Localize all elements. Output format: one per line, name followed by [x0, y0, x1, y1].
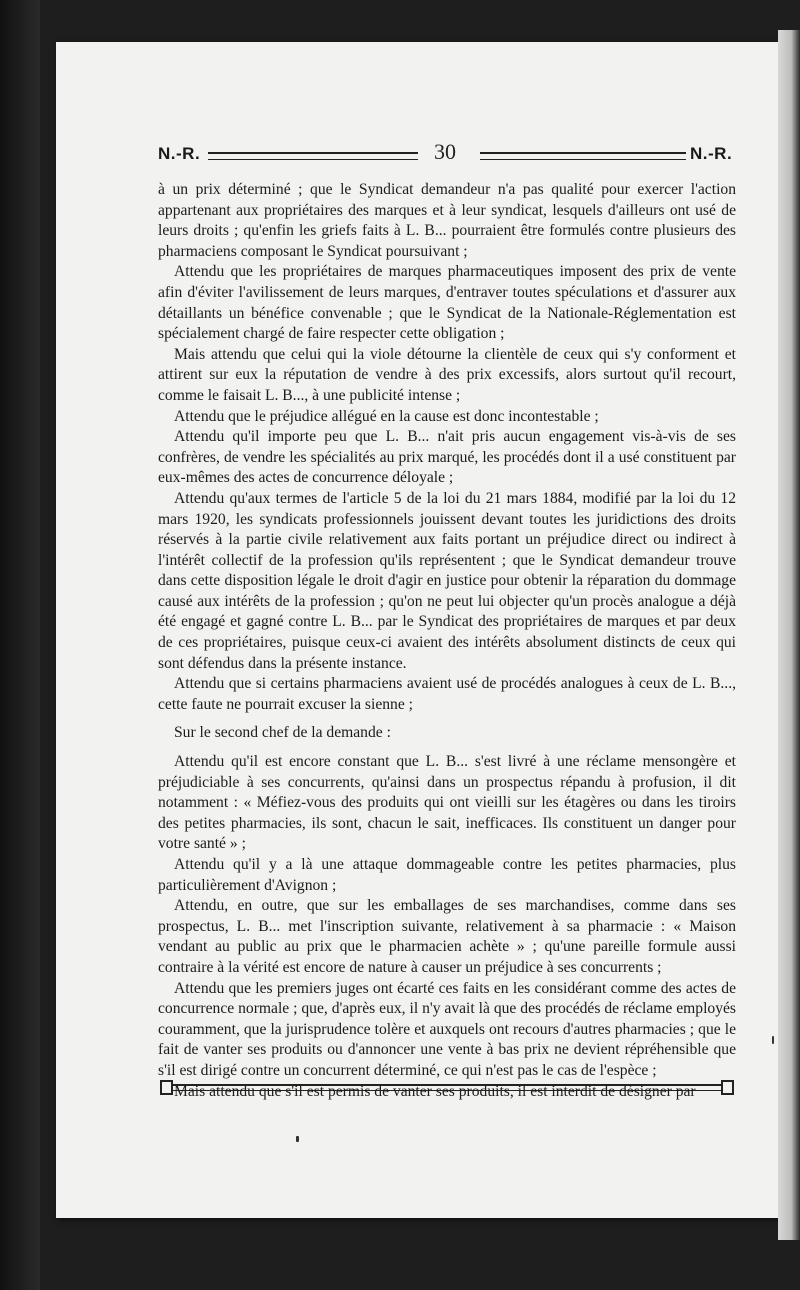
- paragraph: Attendu qu'il est encore constant que L. B... s'est livré à une réclame mensongère et préjudiciable à ses concurrents, qu'ainsi dans un prospectus répandu à profusion, il dit notamment : « Méfiez-vous des produits qui ont vieilli sur les étagères ou dans les tiroirs des petites pharmacies, ils sont, chacun le sait, inefficaces. Ils constituent un danger pour votre santé » ;: [158, 753, 736, 853]
- page-number: 30: [434, 139, 456, 164]
- paragraph: Attendu que les propriétaires de marques pharmaceutiques imposent des prix de vente afin d'éviter l'avilissement de leurs marques, d'entraver toutes spéculations et d'assurer aux détaillants un bénéfice convenable ; que le Syndicat de la Nationale-Réglementation est spécialement chargé de faire respecter cette obligation ;: [158, 263, 736, 343]
- body-text: [158, 180, 736, 1102]
- paragraph: Attendu qu'aux termes de l'article 5 de la loi du 21 mars 1884, modifié par la loi du 12 mars 1920, les syndicats professionnels jouissent devant toutes les juridictions des droits réservés à la partie civile relativement aux faits portant un préjudice direct ou indirect à l'intérêt collectif de la profession qu'ils représentent ; que le Syndicat demandeur trouve dans cette disposition légale le droit d'agir en justice pour obtenir la réparation du dommage causé aux intérêts de la profession ; qu'on ne peut lui objecter qu'un procès analogue a déjà été engagé et gagné contre L. B... par le Syndicat des propriétaires de marques et par deux de ces propriétaires, puisque ceux-ci avaient des intérêts absolument distincts de ceux qui sont défendus dans la présente instance.: [158, 489, 736, 672]
- header-left-mark: N.-R.: [158, 144, 201, 163]
- paragraph: Attendu qu'il importe peu que L. B... n'ait pris aucun engagement vis-à-vis de ses confrères, de vendre les spécialités au prix marqué, les procédés dont il a usé constituent par eux-mêmes des actes de concurrence déloyale ;: [158, 428, 736, 487]
- page-edge: [778, 30, 800, 1240]
- footer-rule-cap-left: [160, 1080, 173, 1095]
- header-rule-left: [208, 152, 418, 160]
- paragraph: Attendu que les premiers juges ont écarté ces faits en les considérant comme des actes de concurrence normale ; que, d'après eux, il n'y avait là que des procédés de réclame employés couramment, que la jurisprudence tolère et auxquels ont recours d'autres pharmacies ; que le fait de vanter ses produits ou d'annoncer une vente à bas prix ne devient répréhensible que s'il est dirigé contre un concurrent déterminé, ce qui n'est pas le cas de l'espèce ;: [158, 979, 736, 1079]
- footer-rule-bar: [170, 1084, 724, 1091]
- paragraph: Attendu que si certains pharmaciens avaient usé de procédés analogues à ceux de L. B..., cette faute ne pourrait excuser la sienne ;: [158, 675, 736, 713]
- paragraph: Attendu que le préjudice allégué en la cause est donc incontestable ;: [174, 407, 599, 425]
- section-gap: [158, 744, 736, 752]
- scan-background: [0, 0, 40, 1290]
- ink-speck: [772, 1036, 774, 1044]
- page-header: [100, 138, 740, 168]
- footer-rule-cap-right: [721, 1080, 734, 1095]
- paragraph: Attendu qu'il y a là une attaque dommageable contre les petites pharmacies, plus particulièrement d'Avignon ;: [158, 856, 736, 894]
- paragraph: Mais attendu que s'il est permis de vanter ses produits, il est interdit de désigner par: [174, 1082, 696, 1100]
- paragraph: Mais attendu que celui qui la viole détourne la clientèle de ceux qui s'y conforment et attirent sur eux la réputation de vendre à des prix excessifs, alors surtout qu'il recourt, comme le faisait L. B..., à une publicité intense ;: [158, 345, 736, 404]
- footer-rule: [160, 1080, 734, 1094]
- header-right-mark: N.-R.: [690, 144, 733, 163]
- section-gap: [158, 715, 736, 723]
- section-heading: Sur le second chef de la demande :: [174, 724, 391, 742]
- ink-speck: [296, 1136, 299, 1142]
- paragraph: à un prix déterminé ; que le Syndicat demandeur n'a pas qualité pour exercer l'action appartenant aux propriétaires des marques et à leur syndicat, lesquels d'ailleurs ont usé de leurs droits ; qu'enfin les griefs faits à L. B... pourraient être formulés contre plusieurs des pharmaciens composant le Syndicat poursuivant ;: [158, 181, 736, 260]
- header-rule-right: [480, 152, 686, 160]
- paragraph: Attendu, en outre, que sur les emballages de ses marchandises, comme dans ses prospectus, L. B... met l'inscription suivante, relativement à sa pharmacie : « Maison vendant au public au prix que le pharmacien achète » ; qu'une pareille formule aussi contraire à la vérité est encore de nature à causer un préjudice à ses concurrents ;: [158, 897, 736, 976]
